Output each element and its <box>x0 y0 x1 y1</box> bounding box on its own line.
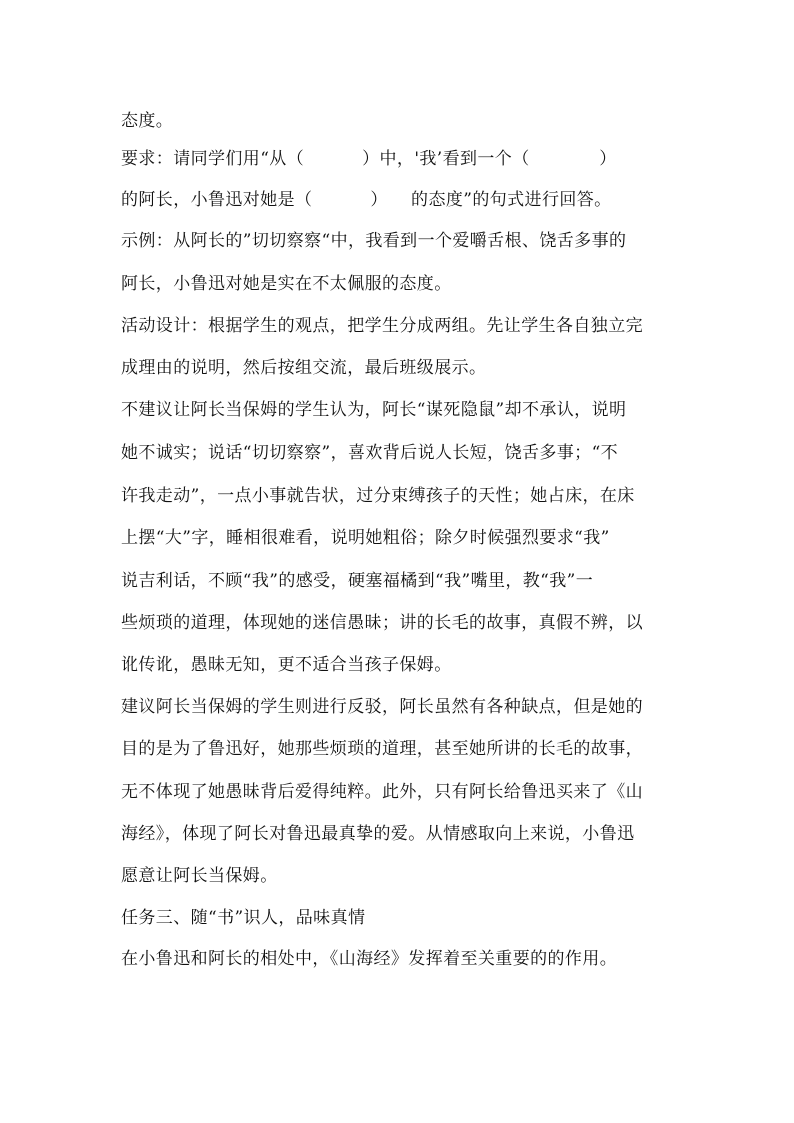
text-line: 些烦琐的道理，体现她的迷信愚昧；讲的长毛的故事，真假不辨，以 <box>121 613 643 633</box>
text-line: 建议阿长当保姆的学生则进行反驳，阿长虽然有各种缺点，但是她的 <box>121 697 643 717</box>
text-line: 讹传讹，愚昧无知，更不适合当孩子保姆。 <box>121 655 452 675</box>
text-line: 活动设计：根据学生的观点，把学生分成两组。先让学生各自独立完 <box>121 316 643 336</box>
text-line: 她不诚实；说话“切切察察”，喜欢背后说人长短，饶舌多事；“不 <box>121 443 619 463</box>
text-line: 许我走动”，一点小事就告状，过分束缚孩子的天性；她占床，在床 <box>121 486 635 506</box>
text-line: 的阿长，小鲁迅对她是（ ） 的态度”的句式进行回答。 <box>121 190 612 210</box>
text-line: 不建议让阿长当保姆的学生认为，阿长“谋死隐鼠”却不承认，说明 <box>121 400 627 420</box>
text-line: 阿长，小鲁迅对她是实在不太佩服的态度。 <box>121 274 452 294</box>
text-line: 态度。 <box>121 111 174 131</box>
text-line: 上摆“大”字，睡相很难看，说明她粗俗；除夕时候强烈要求“我” <box>121 528 610 548</box>
text-line: 要求：请同学们用“从（ ）中，'我’看到一个（ ） <box>121 149 617 169</box>
text-line: 无不体现了她愚昧背后爱得纯粹。此外，只有阿长给鲁迅买来了《山 <box>121 782 643 802</box>
text-line: 说吉利话，不顾“我”的感受，硬塞福橘到“我”嘴里，教“我”一 <box>121 571 594 591</box>
text-line: 成理由的说明，然后按组交流，最后班级展示。 <box>121 358 487 378</box>
text-line: 在小鲁迅和阿长的相处中，《山海经》发挥着至关重要的的作用。 <box>121 949 618 969</box>
section-heading: 任务三、随“书”识人，品味真情 <box>121 908 366 928</box>
text-line: 示例：从阿长的”切切察察“中，我看到一个爱嚼舌根、饶舌多事的 <box>121 231 627 251</box>
text-line: 目的是为了鲁迅好，她那些烦琐的道理，甚至她所讲的长毛的故事， <box>121 739 643 759</box>
text-line: 海经》，体现了阿长对鲁迅最真挚的爱。从情感取向上来说，小鲁迅 <box>121 824 635 844</box>
text-line: 愿意让阿长当保姆。 <box>121 866 278 886</box>
